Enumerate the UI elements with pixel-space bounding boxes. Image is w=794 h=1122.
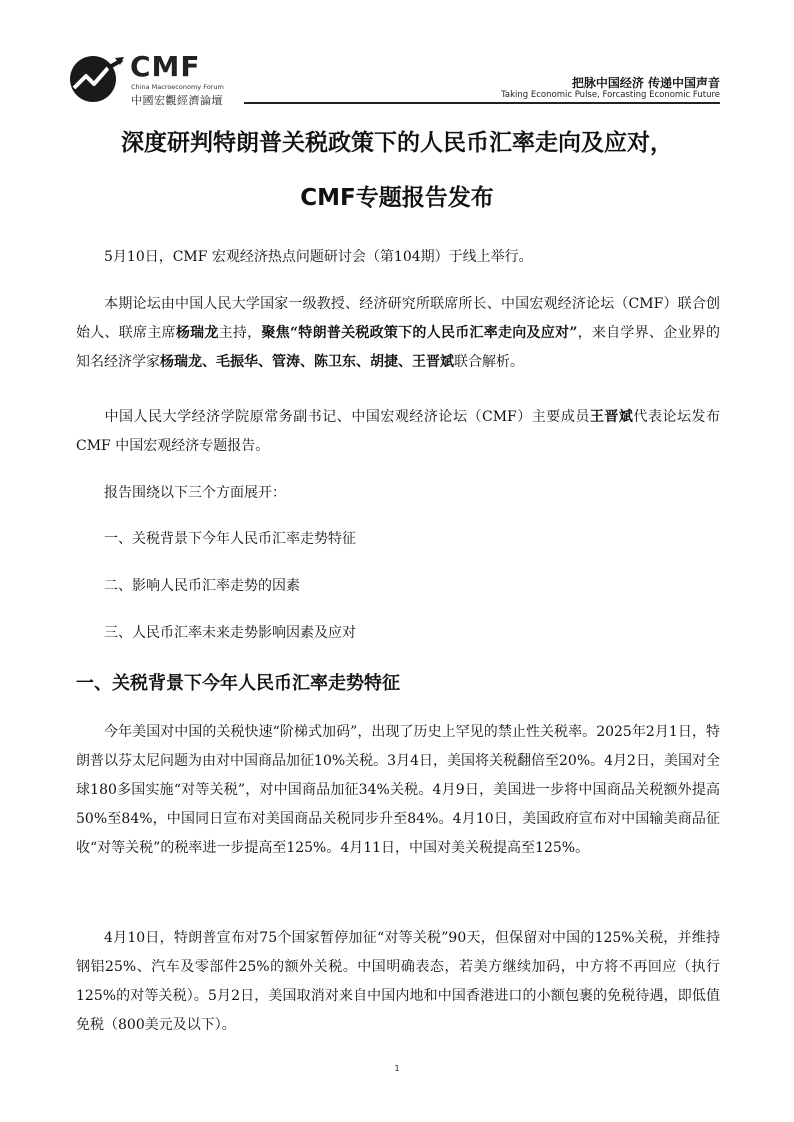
logo-chinese-name: 中國宏觀經濟論壇 <box>131 94 223 107</box>
section-1-heading: 一、关税背景下今年人民币汇率走势特征 <box>76 673 400 694</box>
release-text-a: 中国人民大学经济学院原常务副书记、中国宏观经济论坛（CMF）主要成员 <box>104 409 590 425</box>
forum-text-b: 主持， <box>218 325 262 341</box>
section-1-paragraph-2-text: 4月10日，特朗普宣布对75个国家暂停加征“对等关税”90天，但保留对中国的125%关税，并维持钢铝25%、汽车及零部件25%的额外关税。中国明确表态，若美方继续加码，中方将不再回应（执行125%的对等关税）。5月2日，美国取消对来自中国内地和中国香港进口的小额包裹的免税待遇，即低值免税（800美元及以下）。 <box>76 930 720 1033</box>
report-release-paragraph <box>76 403 720 461</box>
outline-item-2 <box>76 572 720 601</box>
header-divider <box>244 102 720 104</box>
section-1-paragraph-2 <box>76 924 720 1040</box>
outline-item-1-text: 一、关税背景下今年人民币汇率走势特征 <box>104 531 356 547</box>
expert-names: 杨瑞龙、毛振华、管涛、陈卫东、胡捷、王晋斌 <box>160 354 454 370</box>
release-text-b: 代表论坛发布 CMF 中国宏观经济专题报告。 <box>76 409 721 454</box>
slogan-chinese: 把脉中国经济 传递中国声音 <box>571 76 720 90</box>
outline-item-3-text: 三、人民币汇率未来走势影响因素及应对 <box>104 625 356 641</box>
outline-intro-text: 报告围绕以下三个方面展开： <box>104 485 286 501</box>
forum-text-d: 联合解析。 <box>454 354 524 370</box>
outline-item-1 <box>76 525 720 554</box>
forum-paragraph <box>76 290 720 377</box>
slogan-english: Taking Economic Pulse, Forcasting Economic Future <box>501 90 720 100</box>
document-title-line-2: CMF专题报告发布 <box>300 185 494 211</box>
cmf-logo-icon <box>68 54 124 104</box>
page-number: 1 <box>394 1064 400 1073</box>
intro-paragraph <box>76 243 720 272</box>
cmf-logo <box>68 52 238 108</box>
presenter-name: 王晋斌 <box>589 409 634 425</box>
host-name: 杨瑞龙 <box>175 325 219 341</box>
forum-text-a: 本期论坛由中国人民大学国家一级教授、经济研究所联席所长、中国宏观经济论坛（CMF）联合创始人、联席主席 <box>76 296 720 341</box>
outline-intro <box>76 479 720 508</box>
forum-focus: 聚焦“特朗普关税政策下的人民币汇率走向及应对” <box>261 325 578 341</box>
document-title-line-1: 深度研判特朗普关税政策下的人民币汇率走向及应对， <box>121 130 673 156</box>
intro-text: 5月10日，CMF 宏观经济热点问题研讨会（第104期）于线上举行。 <box>104 249 533 265</box>
logo-english-name: China Macroeconomy Forum <box>131 83 224 91</box>
section-1-paragraph-1 <box>76 718 720 863</box>
page-header <box>0 0 794 110</box>
section-1-paragraph-1-text: 今年美国对中国的关税快速“阶梯式加码”，出现了历史上罕见的禁止性关税率。2025年2月1日，特朗普以芬太尼问题为由对中国商品加征10%关税。3月4日，美国将关税翻倍至20%。4月2日，美国对全球180多国实施“对等关税”，对中国商品加征34%关税。4月9日，美国进一步将中国商品关税额外提高50%至84%，中国同日宣布对美国商品关税同步升至84%。4月10日，美国政府宣布对中国输美商品征收“对等关税”的税率进一步提高至125%。4月11日，中国对美关税提高至125%。 <box>76 724 720 856</box>
outline-item-3 <box>76 619 720 648</box>
forum-text-c: ，来自学界、企业界的知名经济学家 <box>76 325 721 370</box>
logo-wordmark: CMF <box>130 50 201 83</box>
outline-item-2-text: 二、影响人民币汇率走势的因素 <box>104 578 300 594</box>
